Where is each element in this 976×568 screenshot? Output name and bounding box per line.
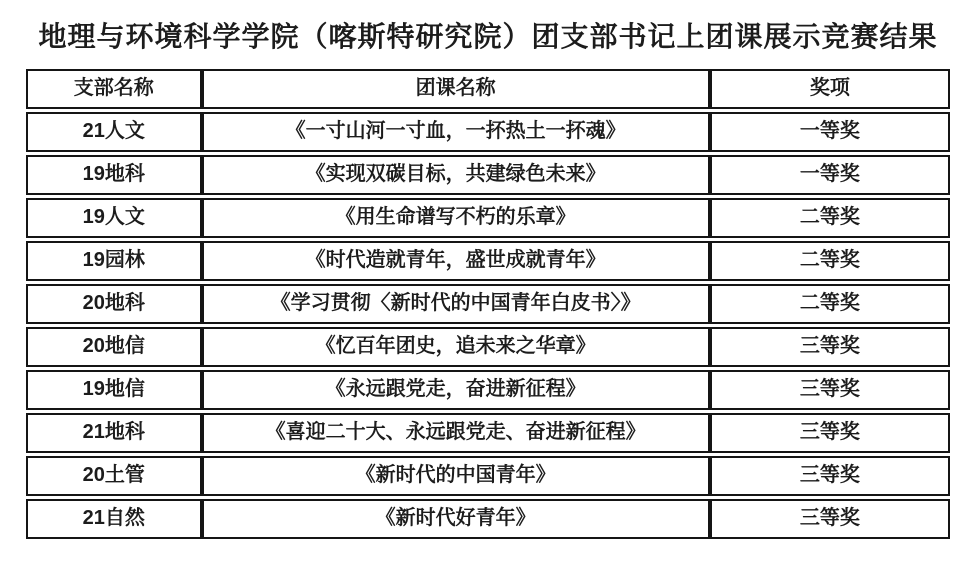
table-body: [26, 112, 950, 539]
results-table: [26, 66, 950, 542]
award-cell: 三等奖: [710, 413, 950, 453]
branch-name-cell: 19人文: [26, 198, 202, 238]
award-cell: 三等奖: [710, 327, 950, 367]
table-row: [26, 499, 950, 539]
course-title-cell: 《实现双碳目标，共建绿色未来》: [202, 155, 710, 195]
branch-name-cell: 20土管: [26, 456, 202, 496]
table-row: [26, 198, 950, 238]
branch-name-cell: 19园林: [26, 241, 202, 281]
award-cell: 一等奖: [710, 155, 950, 195]
award-cell: 一等奖: [710, 112, 950, 152]
column-header-award: 奖项: [710, 69, 950, 109]
branch-name-cell: 20地科: [26, 284, 202, 324]
award-cell: 三等奖: [710, 456, 950, 496]
table-row: [26, 155, 950, 195]
course-title-cell: 《永远跟党走，奋进新征程》: [202, 370, 710, 410]
branch-name-cell: 21自然: [26, 499, 202, 539]
table-row: [26, 327, 950, 367]
course-title-cell: 《忆百年团史，追未来之华章》: [202, 327, 710, 367]
table-header-row: [26, 69, 950, 109]
table-row: [26, 370, 950, 410]
award-cell: 二等奖: [710, 198, 950, 238]
table-row: [26, 284, 950, 324]
award-cell: 二等奖: [710, 241, 950, 281]
branch-name-cell: 21地科: [26, 413, 202, 453]
course-title-cell: 《一寸山河一寸血，一抔热土一抔魂》: [202, 112, 710, 152]
branch-name-cell: 20地信: [26, 327, 202, 367]
award-cell: 二等奖: [710, 284, 950, 324]
course-title-cell: 《学习贯彻〈新时代的中国青年白皮书〉》: [202, 284, 710, 324]
branch-name-cell: 19地科: [26, 155, 202, 195]
award-cell: 三等奖: [710, 499, 950, 539]
course-title-cell: 《喜迎二十大、永远跟党走、奋进新征程》: [202, 413, 710, 453]
course-title-cell: 《时代造就青年，盛世成就青年》: [202, 241, 710, 281]
table-row: [26, 413, 950, 453]
course-title-cell: 《用生命谱写不朽的乐章》: [202, 198, 710, 238]
column-header-course: 团课名称: [202, 69, 710, 109]
branch-name-cell: 21人文: [26, 112, 202, 152]
table-row: [26, 112, 950, 152]
column-header-branch: 支部名称: [26, 69, 202, 109]
table-row: [26, 456, 950, 496]
award-cell: 三等奖: [710, 370, 950, 410]
course-title-cell: 《新时代的中国青年》: [202, 456, 710, 496]
page-title: 地理与环境科学学院（喀斯特研究院）团支部书记上团课展示竞赛结果: [38, 21, 938, 52]
table-row: [26, 241, 950, 281]
course-title-cell: 《新时代好青年》: [202, 499, 710, 539]
branch-name-cell: 19地信: [26, 370, 202, 410]
